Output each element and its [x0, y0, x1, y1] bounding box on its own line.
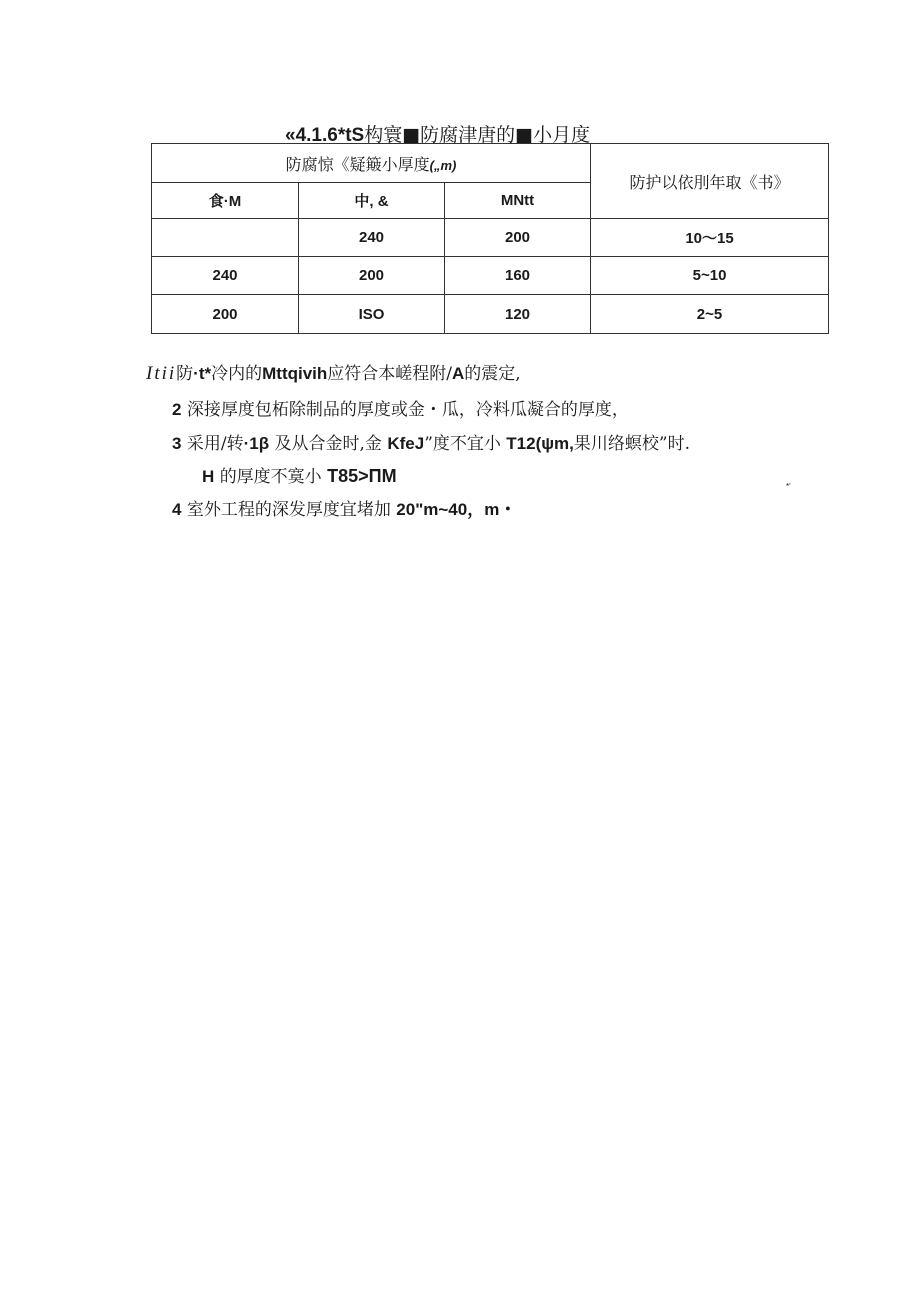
- coating-thickness-header: [152, 144, 591, 183]
- note-4: [172, 495, 516, 520]
- table-header-row: [152, 144, 829, 183]
- table-row: [152, 257, 829, 295]
- note-3-continued-b: 的厚度不寞小: [219, 467, 322, 487]
- subheader-col-2: 中, &: [299, 183, 445, 219]
- stray-mark: *': [786, 482, 791, 491]
- note-1-prefix: Itii: [146, 363, 177, 384]
- note-3-text-g: 果川络螟校”时.: [573, 434, 691, 454]
- table-row: [152, 219, 829, 257]
- protection-years-header: 防护以依刖年取《书》: [591, 144, 829, 219]
- table-cell: 200: [152, 295, 299, 334]
- note-1: [146, 359, 521, 385]
- note-4-text-a: 室外工程的深发厚度宜堵加: [186, 500, 391, 520]
- note-2: [172, 395, 629, 420]
- table-cell: 120: [445, 295, 591, 334]
- note-3: [172, 429, 690, 454]
- table-cell: ISO: [299, 295, 445, 334]
- note-1-text-f: A: [452, 364, 465, 383]
- table-cell: 240: [299, 219, 445, 257]
- coating-thickness-header-text: 防腐惊《疑簸小厚度: [285, 154, 430, 174]
- subheader-col-1: 食·M: [152, 183, 299, 219]
- thickness-table: [151, 143, 829, 334]
- note-3-number: 3: [172, 434, 182, 453]
- note-4-text-b: 20"m~40，m・: [396, 500, 517, 519]
- note-1-text-a: 防: [176, 364, 194, 384]
- note-3-text-e: ”度不宜小: [424, 434, 501, 454]
- note-2-text: 深接厚度包柘除制品的厚度或金・瓜，冷料瓜凝合的厚度，: [186, 400, 629, 420]
- note-3-text-d: KfeJ: [387, 434, 425, 453]
- note-1-text-d: Mttqivih: [262, 364, 328, 383]
- note-3-text-a: 采用/转: [186, 434, 244, 454]
- note-1-text-g: 的震定,: [464, 364, 521, 384]
- note-3-text-b: ·1β: [243, 434, 270, 453]
- note-3-continued: [202, 462, 397, 487]
- note-3-text-c: 及从合金时,金: [274, 434, 382, 454]
- table-cell: 160: [445, 257, 591, 295]
- note-3-text-f: T12(ψm,: [506, 434, 574, 453]
- table-cell: 200: [299, 257, 445, 295]
- note-2-number: 2: [172, 400, 182, 419]
- table-cell: [152, 219, 299, 257]
- note-1-text-b: ·t*: [193, 364, 212, 383]
- table-number: «4.1.6*tS: [285, 125, 365, 146]
- note-1-text-c: 冷内的: [211, 364, 263, 384]
- note-3-continued-a: H: [202, 467, 215, 486]
- coating-thickness-unit: („m): [429, 157, 457, 173]
- table-cell: 240: [152, 257, 299, 295]
- subheader-col-3: MNtt: [445, 183, 591, 219]
- table-cell: 200: [445, 219, 591, 257]
- table-cell: 2~5: [591, 295, 829, 334]
- note-3-continued-c: T85>ΠM: [327, 466, 397, 486]
- note-1-text-e: 应符合本嵯程附/: [327, 364, 453, 384]
- table-title: 构寰■防腐津唐的■小月度: [364, 124, 591, 146]
- table-row: [152, 295, 829, 334]
- table-cell: 5~10: [591, 257, 829, 295]
- note-4-number: 4: [172, 500, 182, 519]
- table-cell: 10〜15: [591, 219, 829, 257]
